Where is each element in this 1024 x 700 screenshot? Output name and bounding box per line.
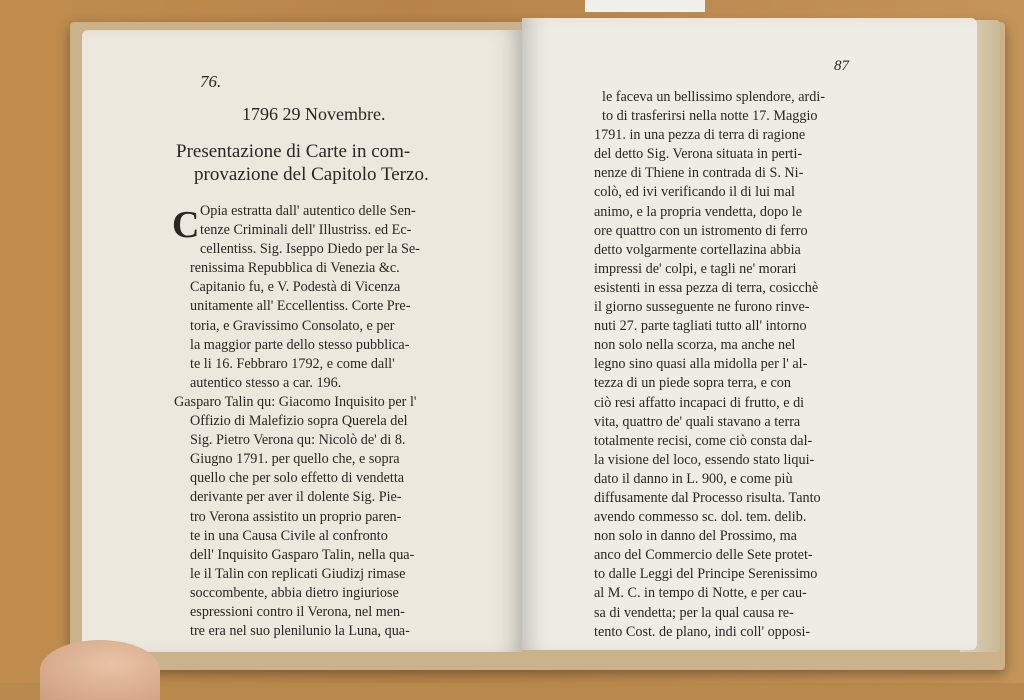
drop-cap: C bbox=[172, 204, 200, 246]
text-line: espressioni contro il Verona, nel men- bbox=[190, 603, 405, 620]
text-line: le faceva un bellissimo splendore, ardi- bbox=[602, 89, 825, 105]
text-line: del detto Sig. Verona situata in perti- bbox=[594, 146, 803, 163]
text-line: detto volgarmente cortellazina abbia bbox=[594, 241, 801, 258]
text-line: to di trasferirsi nella notte 17. Maggio bbox=[602, 108, 818, 125]
text-line: non solo in danno del Prossimo, ma bbox=[594, 528, 797, 545]
text-line: Capitanio fu, e V. Podestà di Vicenza bbox=[190, 279, 401, 296]
text-line: al M. C. in tempo di Notte, e per cau- bbox=[594, 585, 807, 602]
text-line: te li 16. Febbraro 1792, e come dall' bbox=[190, 355, 395, 372]
section-title-line: Presentazione di Carte in com- bbox=[176, 141, 411, 162]
right-page-number: 87 bbox=[834, 58, 849, 74]
right-page bbox=[522, 18, 977, 650]
text-line: tro Verona assistito un proprio paren- bbox=[190, 508, 402, 525]
text-line: tre era nel suo plenilunio la Luna, qua- bbox=[190, 623, 410, 640]
right-page-text bbox=[572, 88, 825, 642]
text-line: 1791. in una pezza di terra di ragione bbox=[594, 127, 806, 144]
text-line: tezza di un piede sopra terra, e con bbox=[594, 375, 791, 392]
text-line: toria, e Gravissimo Consolato, e per bbox=[190, 317, 395, 334]
text-line: legno sino quasi alla midolla per l' al- bbox=[594, 356, 808, 373]
text-line: derivante per aver il dolente Sig. Pie- bbox=[190, 489, 402, 506]
text-line: Gasparo Talin qu: Giacomo Inquisito per l' bbox=[174, 393, 417, 410]
text-line: sa di vendetta; per la qual causa re- bbox=[594, 604, 794, 621]
text-line: autentico stesso a car. 196. bbox=[190, 374, 342, 391]
text-line: Opia estratta dall' autentico delle Sen- bbox=[200, 203, 416, 219]
text-line: cellentiss. Sig. Iseppo Diedo per la Se- bbox=[200, 241, 420, 258]
text-line: Offizio di Malefizio sopra Querela del bbox=[190, 413, 408, 430]
text-line: Sig. Pietro Verona qu: Nicolò de' di 8. bbox=[190, 432, 406, 449]
text-line: Giugno 1791. per quello che, e sopra bbox=[190, 451, 400, 468]
text-line: tento Cost. de plano, indi coll' opposi- bbox=[594, 623, 811, 640]
text-line: ciò resi affatto incapaci di frutto, e di bbox=[594, 394, 805, 411]
text-line: avendo commesso sc. dol. tem. delib. bbox=[594, 509, 807, 526]
text-line: tenze Criminali dell' Illustriss. ed Ec- bbox=[200, 222, 412, 239]
text-line: dato il danno in L. 900, e come più bbox=[594, 470, 793, 487]
text-line: dell' Inquisito Gasparo Talin, nella qua- bbox=[190, 546, 415, 563]
text-line: non solo nella scorza, ma anche nel bbox=[594, 337, 796, 354]
text-line: animo, e la propria vendetta, dopo le bbox=[594, 203, 803, 220]
text-line: anco del Commercio delle Sete protet- bbox=[594, 547, 813, 564]
date-heading: 1796 29 Novembre. bbox=[242, 104, 386, 124]
text-line: il giorno susseguente ne furono rinve- bbox=[594, 299, 810, 316]
left-page bbox=[82, 30, 522, 652]
text-line: esistenti in essa pezza di terra, cosicchè bbox=[594, 279, 819, 296]
text-line: te in una Causa Civile al confronto bbox=[190, 527, 388, 544]
left-page-number: 76. bbox=[200, 72, 222, 91]
text-line: le il Talin con replicati Giudizj rimase bbox=[190, 565, 406, 582]
text-line: nuti 27. parte tagliati tutto all' intorno bbox=[594, 318, 807, 335]
text-line: unitamente all' Eccellentiss. Corte Pre- bbox=[190, 298, 411, 315]
text-line: nenze di Thiene in contrada di S. Ni- bbox=[594, 165, 804, 182]
text-line: colò, ed ivi verificando il di lui mal bbox=[594, 184, 795, 201]
text-line: to dalle Leggi del Principe Serenissimo bbox=[594, 566, 818, 583]
section-title-line: provazione del Capitolo Terzo. bbox=[194, 164, 429, 185]
text-line: la visione del loco, essendo stato liqui- bbox=[594, 451, 815, 468]
text-line: vita, quattro de' quali stavano a terra bbox=[594, 413, 801, 430]
text-line: quello che per solo effetto di vendetta bbox=[190, 470, 405, 487]
text-line: impressi de' colpi, e tagli ne' morari bbox=[594, 260, 797, 277]
text-line: la maggior parte dello stesso pubblica- bbox=[190, 336, 410, 353]
text-line: diffusamente dal Processo risulta. Tanto bbox=[594, 489, 821, 506]
text-line: soccombente, abbia dietro ingiuriose bbox=[190, 584, 399, 601]
text-line: renissima Repubblica di Venezia &c. bbox=[190, 260, 400, 277]
left-page-text bbox=[174, 202, 420, 641]
thumb bbox=[40, 640, 160, 700]
section-title bbox=[176, 140, 429, 186]
text-line: totalmente recisi, come ciò consta dal- bbox=[594, 432, 813, 449]
paper-sheet-background bbox=[585, 0, 705, 12]
text-line: ore quattro con un istromento di ferro bbox=[594, 222, 808, 239]
